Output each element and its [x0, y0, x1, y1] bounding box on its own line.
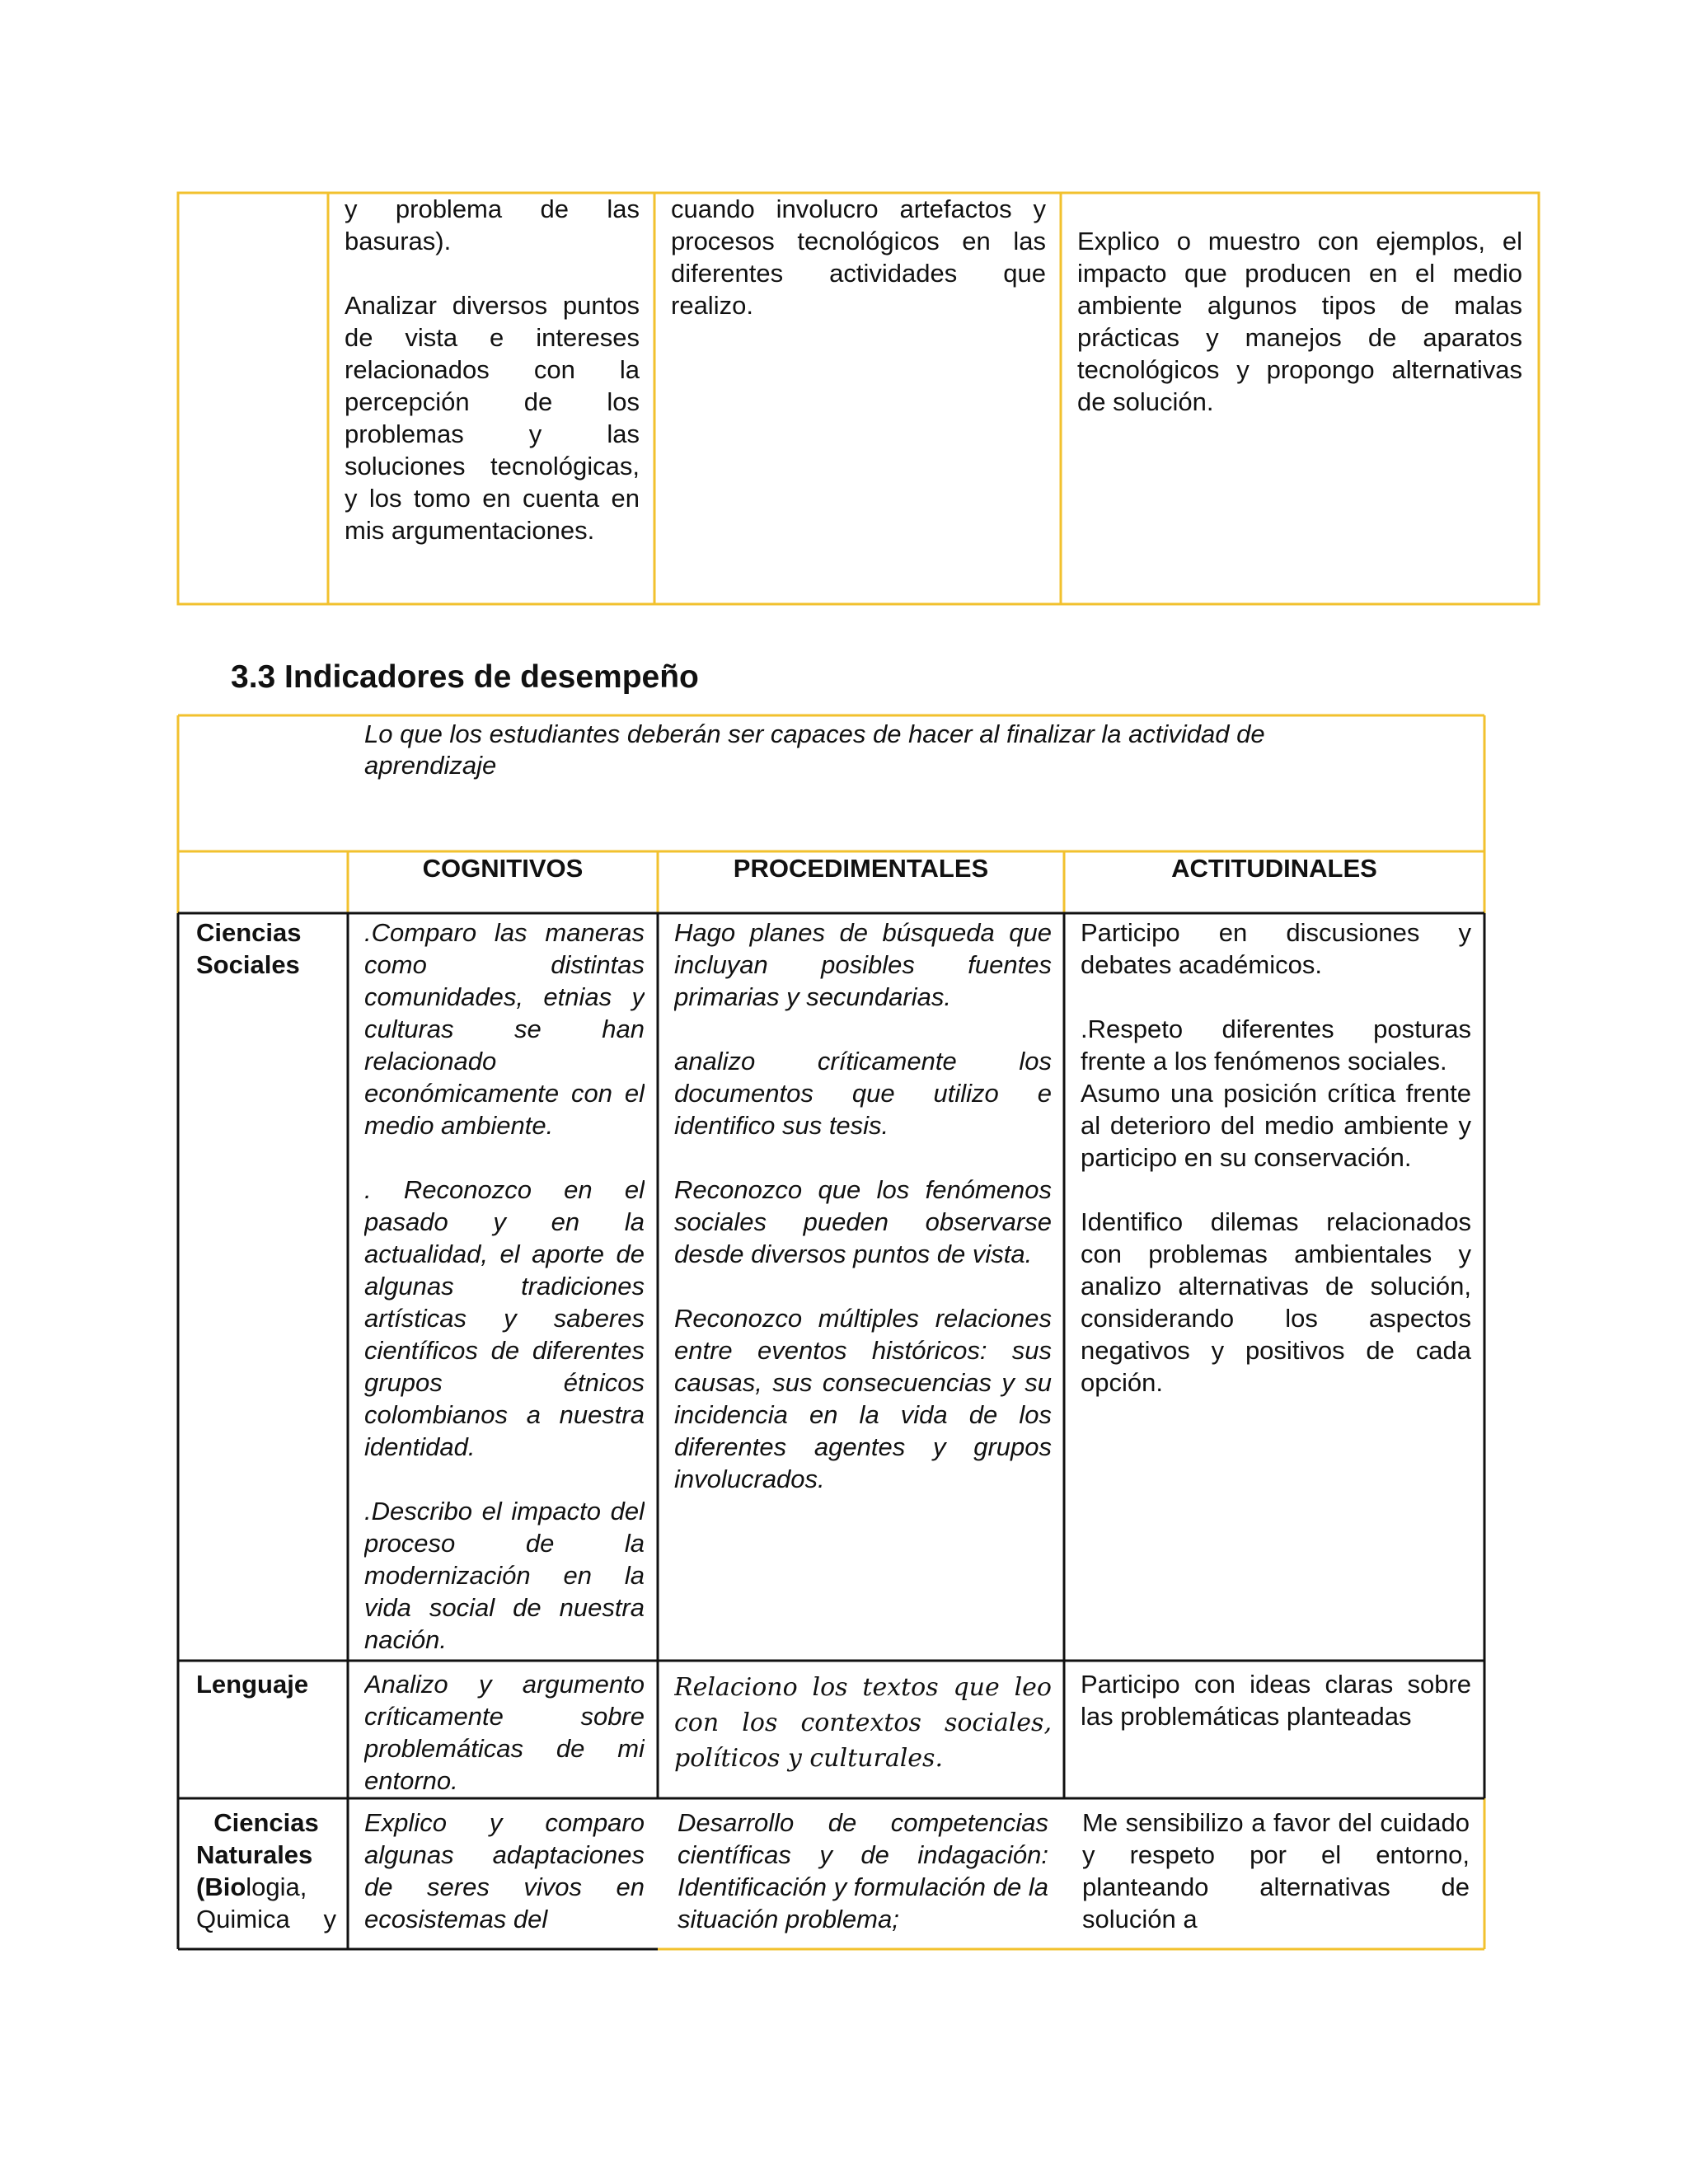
row-label-line-2: [196, 1839, 336, 1871]
text-naturales-proc: Desarrollo de competencias científicas y de indagación: Identificación y formulación de la situación problema;: [678, 1808, 1048, 1933]
text-sociales-cog-3: .Describo el impacto del proceso de la modernización en la vida social de nuestra nación.: [364, 1497, 645, 1654]
text-lenguaje-act: Participo con ideas claras sobre las problemáticas planteadas: [1081, 1670, 1471, 1731]
header-cognitivos: COGNITIVOS: [422, 854, 584, 883]
text-sociales-act-4: Identifico dilemas relacionados con problemas ambientales y analizo alternativas de solución, considerando los aspectos negativos y positivos de cada opción.: [1081, 1207, 1471, 1397]
row-label-text-3b: logia,: [246, 1872, 307, 1901]
top-table-col3: [671, 193, 1046, 321]
cell-lenguaje-actitudinales: [1081, 1668, 1471, 1732]
cell-sociales-procedimentales: [674, 916, 1052, 1495]
cell-naturales-procedimentales: [678, 1807, 1048, 1947]
top-col2-text-2: Analizar diversos puntos de vista e intereses relacionados con la percepción de los problemas y las soluciones tecnológicas, y los tomo en cuenta en mis argumentaciones.: [345, 291, 640, 545]
row-label-lenguaje: [196, 1668, 336, 1700]
text-sociales-cog-1: .Comparo las maneras como distintas comunidades, etnias y culturas se han relacionado económicamente con el medio ambiente.: [364, 918, 645, 1140]
text-sociales-act-3: Asumo una posición crítica frente al deterioro del medio ambiente y participo en su conservación.: [1081, 1079, 1471, 1172]
row-label-ciencias-naturales: [196, 1807, 336, 1935]
header-procedimentales: PROCEDIMENTALES: [733, 854, 989, 883]
cell-lenguaje-cognitivos: [364, 1668, 645, 1797]
row-label-line-4: [196, 1903, 336, 1935]
top-col4-text: Explico o muestro con ejemplos, el impacto que producen en el medio ambiente algunos tipos de malas prácticas y manejos de aparatos tecnológicos y propongo alternativas de solución.: [1077, 227, 1522, 416]
indicators-note: [364, 719, 1337, 781]
row-label-line-3: [196, 1871, 336, 1903]
top-col2-text-1: y problema de las basuras).: [345, 194, 640, 255]
text-sociales-proc-1: Hago planes de búsqueda que incluyan posibles fuentes primarias y secundarias.: [674, 918, 1052, 1011]
row-label-text-3a: (Bio: [196, 1872, 246, 1901]
text-sociales-cog-2: . Reconozco en el pasado y en la actualidad, el aporte de algunas tradiciones artísticas y saberes científicos de diferentes grupos étnicos colombianos a nuestra identidad.: [364, 1175, 645, 1461]
cell-sociales-actitudinales: [1081, 916, 1471, 1399]
text-sociales-proc-4: Reconozco múltiples relaciones entre eventos históricos: sus causas, sus consecuencias y su incidencia en la vida de los diferentes agentes y grupos involucrados.: [674, 1304, 1052, 1493]
cell-sociales-cognitivos: [364, 916, 645, 1656]
text-lenguaje-proc: Relaciono los textos que leo con los contextos sociales, políticos y culturales.: [674, 1673, 1052, 1773]
row-label-text-4: Quimica y: [196, 1905, 336, 1933]
section-title: 3.3 Indicadores de desempeño: [231, 659, 699, 695]
indicators-note-text: Lo que los estudiantes deberán ser capaces de hacer al finalizar la actividad de aprendizaje: [364, 719, 1265, 780]
text-naturales-cog: Explico y comparo algunas adaptaciones de seres vivos en ecosistemas del: [364, 1808, 645, 1933]
header-actitudinales: ACTITUDINALES: [1171, 854, 1377, 883]
row-label-text: Lenguaje: [196, 1670, 309, 1699]
text-naturales-act: Me sensibilizo a favor del cuidado y respeto por el entorno, planteando alternativas de solución a: [1082, 1808, 1470, 1933]
text-sociales-proc-3: Reconozco que los fenómenos sociales pueden observarse desde diversos puntos de vista.: [674, 1175, 1052, 1268]
top-col3-text: cuando involucro artefactos y procesos tecnológicos en las diferentes actividades que realizo.: [671, 194, 1046, 320]
cell-naturales-cognitivos: [364, 1807, 645, 1947]
cell-lenguaje-procedimentales: [674, 1670, 1052, 1776]
text-sociales-act-1: Participo en discusiones y debates académicos.: [1081, 918, 1471, 979]
text-sociales-proc-2: analizo críticamente los documentos que utilizo e identifico sus tesis.: [674, 1047, 1052, 1140]
row-label-text: Ciencias Sociales: [196, 918, 302, 979]
top-table-col4: [1077, 225, 1522, 418]
row-label-ciencias-sociales: [196, 916, 336, 981]
text-sociales-act-2: .Respeto diferentes posturas frente a los fenómenos sociales.: [1081, 1015, 1471, 1076]
text-lenguaje-cog: Analizo y argumento críticamente sobre problemáticas de mi entorno.: [364, 1670, 645, 1795]
row-label-text-2: Naturales: [196, 1840, 313, 1869]
row-label-text-1: Ciencias: [213, 1808, 319, 1837]
cell-naturales-actitudinales: [1082, 1807, 1470, 1947]
top-table-col2: [345, 193, 640, 546]
row-label-line-1: [196, 1807, 336, 1839]
